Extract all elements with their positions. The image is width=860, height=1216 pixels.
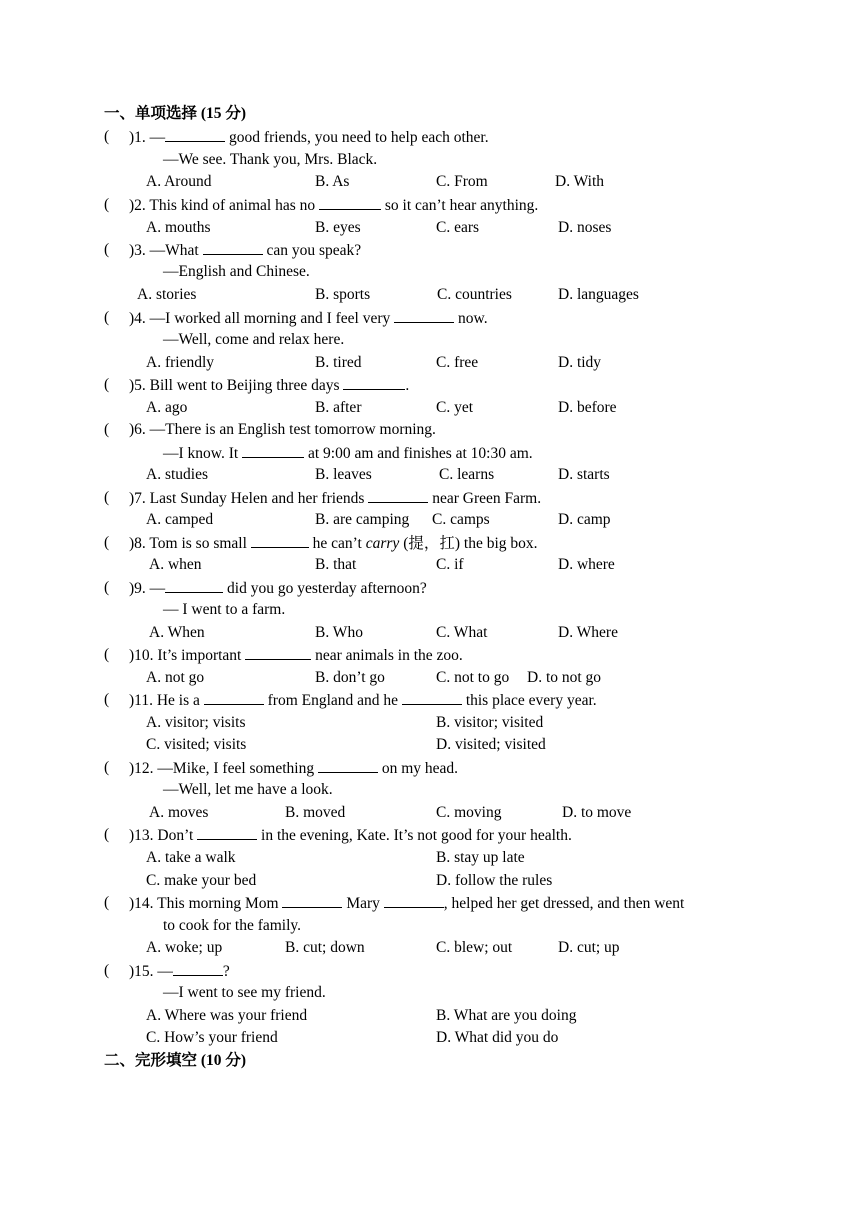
answer-blank[interactable] xyxy=(165,127,225,142)
answer-blank[interactable] xyxy=(204,690,264,705)
answer-blank[interactable] xyxy=(245,645,311,660)
option-d[interactable]: D. Where xyxy=(558,624,618,641)
answer-paren: ( xyxy=(104,646,110,663)
answer-paren: ( xyxy=(104,241,110,258)
question-response: —We see. Thank you, Mrs. Black. xyxy=(163,151,378,168)
option-d[interactable]: D. starts xyxy=(558,466,610,483)
option-c[interactable]: C. free xyxy=(436,354,479,371)
option-c[interactable]: C. camps xyxy=(432,511,490,528)
question-response: —I know. It at 9:00 am and finishes at 10:30 am. xyxy=(163,445,533,462)
option-c[interactable]: C. countries xyxy=(437,286,512,303)
option-b[interactable]: B. What are you doing xyxy=(436,1007,577,1024)
answer-blank[interactable] xyxy=(242,443,304,458)
answer-paren: ( xyxy=(104,196,110,213)
answer-blank[interactable] xyxy=(165,578,223,593)
option-c[interactable]: C. moving xyxy=(436,804,502,821)
question-continuation: to cook for the family. xyxy=(163,917,302,934)
option-b[interactable]: B. eyes xyxy=(315,219,361,236)
question-stem: )1. — good friends, you need to help each other. xyxy=(129,129,489,146)
answer-paren: ( xyxy=(104,691,110,708)
option-b[interactable]: B. moved xyxy=(285,804,346,821)
option-a[interactable]: A. mouths xyxy=(146,219,211,236)
answer-blank[interactable] xyxy=(251,533,309,548)
question-stem: )13. Don’t in the evening, Kate. It’s not good for your health. xyxy=(129,827,572,844)
option-b[interactable]: B. sports xyxy=(315,286,371,303)
option-d[interactable]: D. noses xyxy=(558,219,612,236)
option-c[interactable]: C. From xyxy=(436,173,488,190)
answer-paren: ( xyxy=(104,489,110,506)
question-stem: )11. He is a from England and he this place every year. xyxy=(129,692,597,709)
section-heading-2: 二、完形填空 (10 分) xyxy=(104,1052,247,1069)
option-d[interactable]: D. With xyxy=(555,173,605,190)
answer-paren: ( xyxy=(104,826,110,843)
question-stem: )2. This kind of animal has no so it can’t hear anything. xyxy=(129,197,539,214)
option-d[interactable]: D. to move xyxy=(562,804,632,821)
option-b[interactable]: B. that xyxy=(315,556,357,573)
option-d[interactable]: D. follow the rules xyxy=(436,872,553,889)
option-b[interactable]: B. visitor; visited xyxy=(436,714,544,731)
option-a[interactable]: A. woke; up xyxy=(146,939,223,956)
answer-paren: ( xyxy=(104,579,110,596)
option-d[interactable]: D. before xyxy=(558,399,617,416)
answer-blank[interactable] xyxy=(318,758,378,773)
answer-paren: ( xyxy=(104,894,110,911)
question-stem: )14. This morning Mom Mary , helped her get dressed, and then went xyxy=(129,895,685,912)
option-d[interactable]: D. What did you do xyxy=(436,1029,559,1046)
answer-blank[interactable] xyxy=(197,825,257,840)
option-c[interactable]: C. ears xyxy=(436,219,480,236)
option-d[interactable]: D. tidy xyxy=(558,354,602,371)
question-stem: )5. Bill went to Beijing three days . xyxy=(129,377,410,394)
option-a[interactable]: A. Where was your friend xyxy=(146,1007,308,1024)
answer-blank[interactable] xyxy=(402,690,462,705)
question-stem: )9. — did you go yesterday afternoon? xyxy=(129,580,427,597)
answer-blank[interactable] xyxy=(319,195,381,210)
option-c[interactable]: C. blew; out xyxy=(436,939,513,956)
question-response: —Well, come and relax here. xyxy=(163,331,345,348)
option-a[interactable]: A. friendly xyxy=(146,354,215,371)
option-a[interactable]: A. studies xyxy=(146,466,208,483)
option-a[interactable]: A. moves xyxy=(149,804,209,821)
question-stem: )8. Tom is so small he can’t carry (提，扛) the big box. xyxy=(129,535,538,552)
option-d[interactable]: D. visited; visited xyxy=(436,736,546,753)
option-b[interactable]: B. leaves xyxy=(315,466,372,483)
option-a[interactable]: A. When xyxy=(149,624,205,641)
question-response: — I went to a farm. xyxy=(163,601,286,618)
answer-blank[interactable] xyxy=(203,240,263,255)
question-stem: )15. — ? xyxy=(129,963,230,980)
option-a[interactable]: A. take a walk xyxy=(146,849,236,866)
option-d[interactable]: D. cut; up xyxy=(558,939,620,956)
option-c[interactable]: C. How’s your friend xyxy=(146,1029,278,1046)
option-d[interactable]: D. to not go xyxy=(527,669,602,686)
answer-paren: ( xyxy=(104,128,110,145)
option-c[interactable]: C. make your bed xyxy=(146,872,257,889)
option-a[interactable]: A. stories xyxy=(137,286,197,303)
option-d[interactable]: D. languages xyxy=(558,286,639,303)
option-b[interactable]: B. are camping xyxy=(315,511,410,528)
option-b[interactable]: B. after xyxy=(315,399,362,416)
section-heading-1: 一、单项选择 (15 分) xyxy=(104,105,247,122)
option-c[interactable]: C. if xyxy=(436,556,464,573)
option-a[interactable]: A. when xyxy=(149,556,202,573)
option-d[interactable]: D. where xyxy=(558,556,615,573)
answer-blank[interactable] xyxy=(343,375,405,390)
answer-blank[interactable] xyxy=(368,488,428,503)
answer-paren: ( xyxy=(104,962,110,979)
option-a[interactable]: A. ago xyxy=(146,399,188,416)
option-c[interactable]: C. What xyxy=(436,624,488,641)
option-b[interactable]: B. As xyxy=(315,173,350,190)
option-a[interactable]: A. visitor; visits xyxy=(146,714,246,731)
answer-blank[interactable] xyxy=(282,893,342,908)
option-a[interactable]: A. camped xyxy=(146,511,214,528)
option-c[interactable]: C. learns xyxy=(439,466,495,483)
option-a[interactable]: A. Around xyxy=(146,173,212,190)
question-stem: )4. —I worked all morning and I feel very now. xyxy=(129,310,488,327)
option-b[interactable]: B. don’t go xyxy=(315,669,385,686)
option-c[interactable]: C. visited; visits xyxy=(146,736,247,753)
option-c[interactable]: C. yet xyxy=(436,399,474,416)
question-response: —Well, let me have a look. xyxy=(163,781,333,798)
option-a[interactable]: A. not go xyxy=(146,669,205,686)
question-stem: )10. It’s important near animals in the zoo. xyxy=(129,647,463,664)
question-stem: )6. —There is an English test tomorrow morning. xyxy=(129,421,436,438)
answer-paren: ( xyxy=(104,759,110,776)
answer-blank[interactable] xyxy=(173,961,223,976)
question-response: —I went to see my friend. xyxy=(163,984,326,1001)
question-response: —English and Chinese. xyxy=(163,263,310,280)
option-b[interactable]: B. cut; down xyxy=(285,939,365,956)
option-b[interactable]: B. Who xyxy=(315,624,363,641)
answer-paren: ( xyxy=(104,534,110,551)
question-stem: )12. —Mike, I feel something on my head. xyxy=(129,760,459,777)
option-d[interactable]: D. camp xyxy=(558,511,611,528)
question-stem: )7. Last Sunday Helen and her friends near Green Farm. xyxy=(129,490,542,507)
option-b[interactable]: B. tired xyxy=(315,354,362,371)
answer-paren: ( xyxy=(104,376,110,393)
answer-blank[interactable] xyxy=(384,893,444,908)
answer-paren: ( xyxy=(104,309,110,326)
answer-blank[interactable] xyxy=(394,308,454,323)
option-b[interactable]: B. stay up late xyxy=(436,849,525,866)
question-stem: )3. —What can you speak? xyxy=(129,242,362,259)
answer-paren: ( xyxy=(104,421,110,438)
option-c[interactable]: C. not to go xyxy=(436,669,510,686)
